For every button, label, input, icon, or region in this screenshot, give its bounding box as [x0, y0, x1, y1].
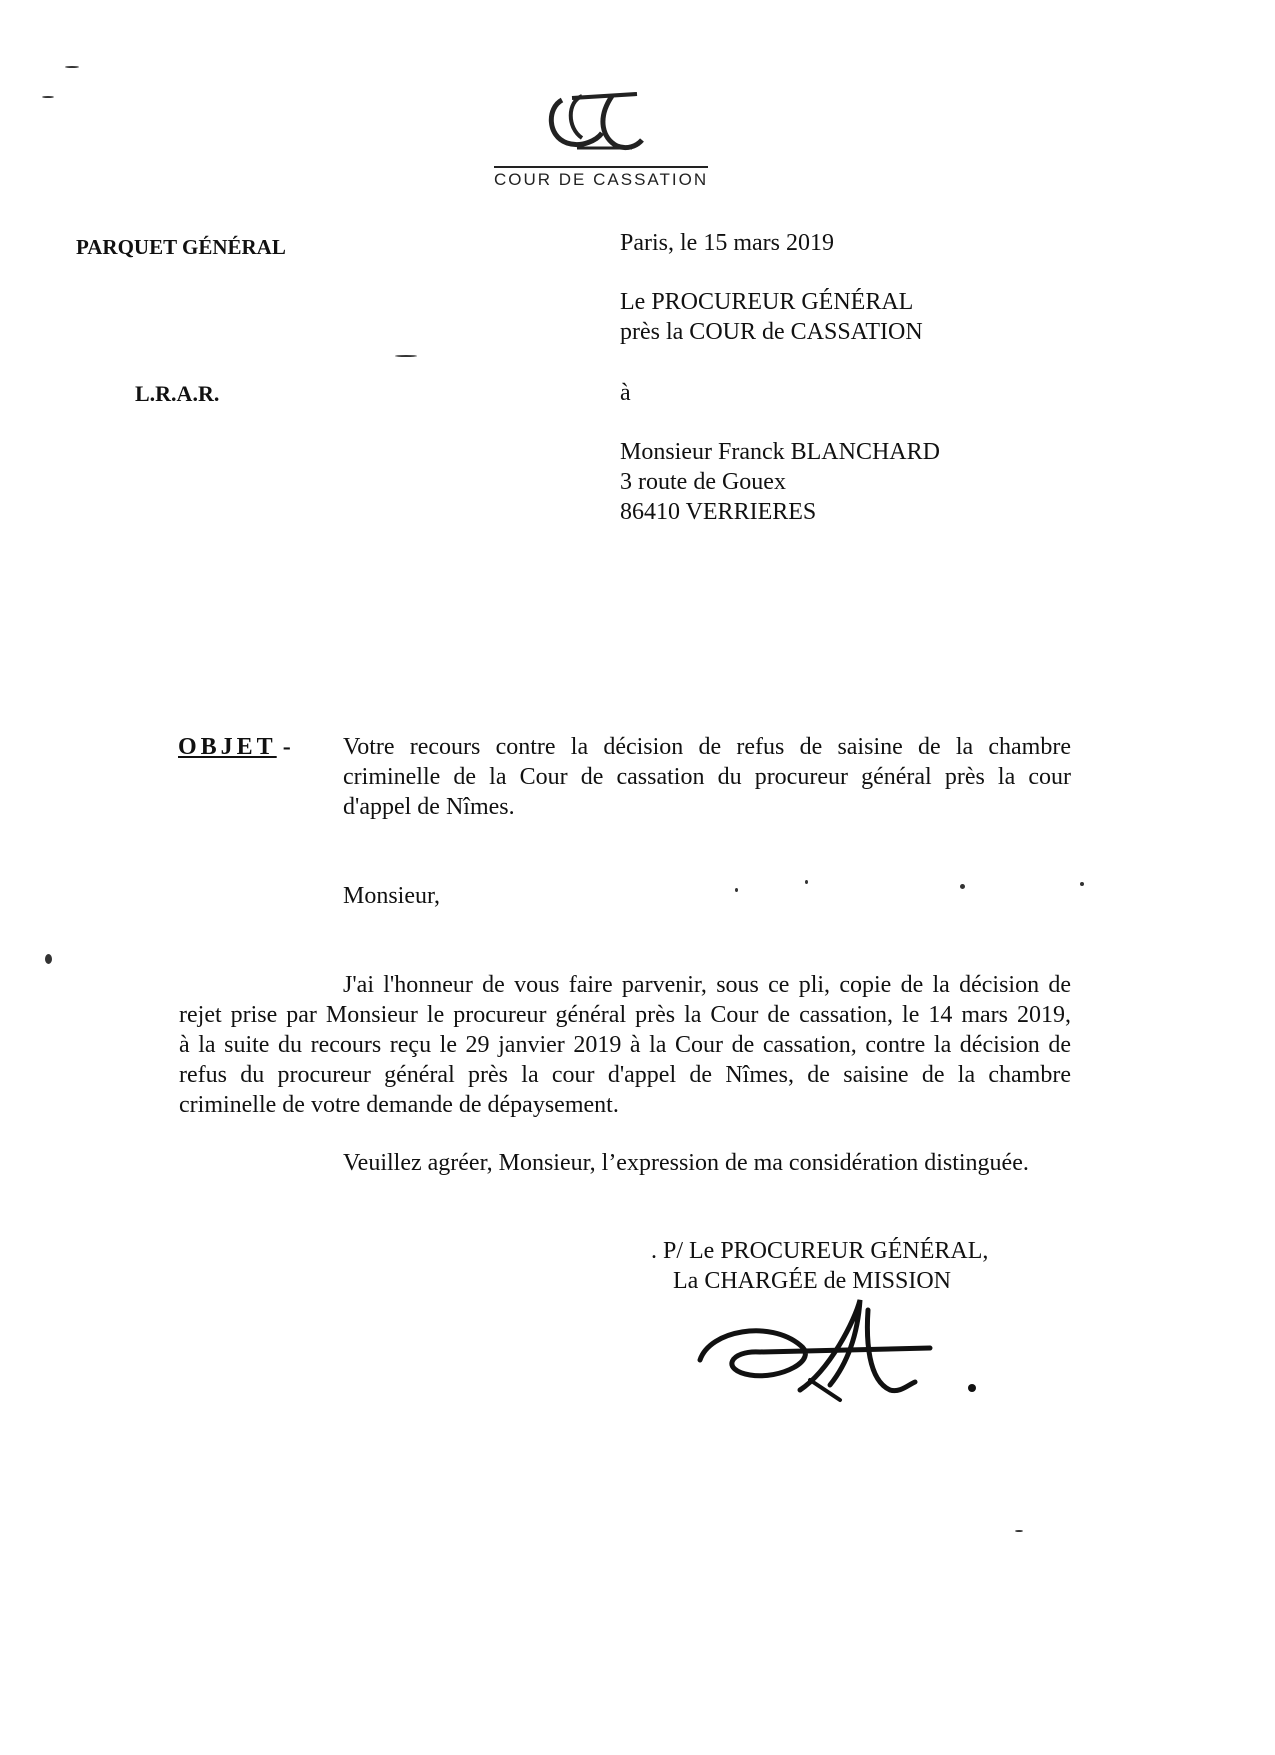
- subject-label-group: [178, 732, 291, 762]
- body-line: rejet prise par Monsieur le procureur général près la Cour de cassation, le 14 mars 2019,: [179, 1002, 1071, 1028]
- salutation: Monsieur,: [343, 883, 441, 909]
- sender-title-line2: près la COUR de CASSATION: [620, 319, 923, 345]
- subject-label: OBJET: [178, 734, 277, 760]
- subject-text: [343, 732, 1071, 822]
- subject-line: d'appel de Nîmes.: [343, 794, 515, 820]
- signature-icon: [690, 1290, 990, 1420]
- body-paragraph: [179, 970, 1071, 1120]
- scan-speck: [735, 888, 738, 892]
- signature-title-line1: . P/ Le PROCUREUR GÉNÉRAL,: [651, 1238, 989, 1264]
- scan-speck: [1080, 882, 1084, 886]
- body-line: J'ai l'honneur de vous faire parvenir, sous ce pli, copie de la décision de: [343, 972, 1071, 998]
- scan-speck: [960, 884, 965, 889]
- date-line: Paris, le 15 mars 2019: [620, 230, 834, 256]
- signature-title-line2: La CHARGÉE de MISSION: [673, 1268, 951, 1294]
- scan-speck: [1015, 1530, 1023, 1532]
- scan-speck: [65, 66, 79, 68]
- to-word: à: [620, 380, 631, 406]
- body-line: criminelle de votre demande de dépaysement.: [179, 1092, 619, 1118]
- recipient-name: Monsieur Franck BLANCHARD: [620, 439, 940, 465]
- body-line: à la suite du recours reçu le 29 janvier 2019 à la Cour de cassation, contre la décision de: [179, 1032, 1071, 1058]
- handwritten-signature: [690, 1290, 990, 1420]
- body-line: refus du procureur général près la cour d'appel de Nîmes, de saisine de la chambre: [179, 1062, 1071, 1088]
- court-monogram-icon: [542, 88, 652, 158]
- subject-dash: -: [282, 734, 291, 760]
- sender-title-line1: Le PROCUREUR GÉNÉRAL: [620, 289, 914, 315]
- court-name-logo-text: COUR DE CASSATION: [494, 166, 708, 190]
- subject-line: criminelle de la Cour de cassation du procureur général près la cour: [343, 764, 1071, 790]
- department-label: PARQUET GÉNÉRAL: [76, 235, 286, 259]
- scan-speck: [805, 880, 808, 884]
- scan-speck: [45, 954, 52, 964]
- mailing-type: L.R.A.R.: [135, 381, 220, 406]
- court-logo: [480, 88, 730, 198]
- scan-speck: [42, 96, 54, 98]
- subject-line: Votre recours contre la décision de refus de saisine de la chambre: [343, 734, 1071, 760]
- recipient-city: 86410 VERRIERES: [620, 499, 817, 525]
- scan-speck: [395, 355, 417, 357]
- closing-formula: Veuillez agréer, Monsieur, l’expression de ma considération distinguée.: [343, 1150, 1029, 1176]
- recipient-street: 3 route de Gouex: [620, 469, 786, 495]
